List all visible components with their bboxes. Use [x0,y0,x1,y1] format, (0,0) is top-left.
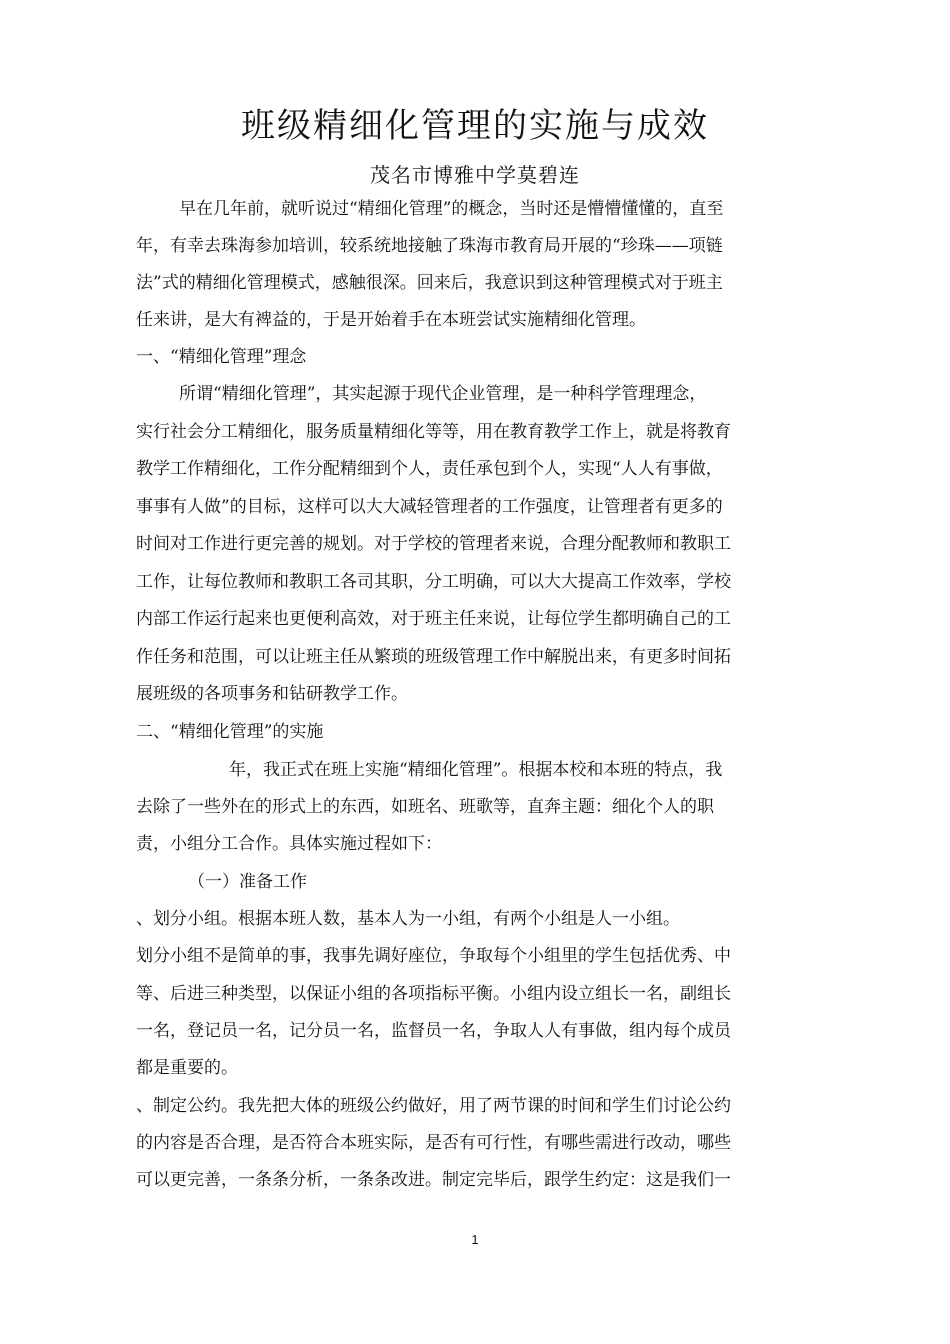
body-line: 都是重要的。 [136,1058,238,1078]
body-line: 时间对工作进行更完善的规划。对于学校的管理者来说，合理分配教师和教职工 [136,534,731,554]
subsection-heading: （一）准备工作 [188,872,307,892]
body-line: 等、后进三种类型，以保证小组的各项指标平衡。小组内设立组长一名，副组长 [136,984,731,1004]
body-line: 展班级的各项事务和钻研教学工作。 [136,684,408,704]
body-line: 任来讲，是大有裨益的，于是开始着手在本班尝试实施精细化管理。 [136,310,646,330]
body-line: 责，小组分工合作。具体实施过程如下： [136,834,442,854]
body-line: 早在几年前，就听说过“精细化管理”的概念，当时还是懵懵懂懂的，直至 [179,199,724,219]
body-line: 可以更完善，一条条分析，一条条改进。制定完毕后，跟学生约定：这是我们一 [136,1170,731,1190]
body-line: 事事有人做”的目标，这样可以大大减轻管理者的工作强度，让管理者有更多的 [136,497,723,517]
body-line: 内部工作运行起来也更便利高效，对于班主任来说，让每位学生都明确自己的工 [136,609,731,629]
body-line: 所谓“精细化管理”，其实起源于现代企业管理，是一种科学管理理念， [179,384,707,404]
body-line: 作任务和范围，可以让班主任从繁琐的班级管理工作中解脱出来，有更多时间拓 [136,647,731,667]
body-line: 年，我正式在班上实施“精细化管理”。根据本校和本班的特点，我 [229,760,723,780]
body-line: 实行社会分工精细化，服务质量精细化等等，用在教育教学工作上，就是将教育 [136,422,731,442]
body-line: 一名，登记员一名，记分员一名，监督员一名，争取人人有事做，组内每个成员 [136,1021,731,1041]
body-line: 划分小组不是简单的事，我事先调好座位，争取每个小组里的学生包括优秀、中 [136,946,731,966]
body-line: 工作，让每位教师和教职工各司其职，分工明确，可以大大提高工作效率，学校 [136,572,731,592]
section-heading: 一、“精细化管理”理念 [136,347,307,367]
body-line: 、划分小组。根据本班人数，基本人为一小组，有两个小组是人一小组。 [136,909,680,929]
author-line: 茂名市博雅中学莫碧连 [370,163,580,187]
body-line: 年，有幸去珠海参加培训，较系统地接触了珠海市教育局开展的“珍珠——项链 [136,236,723,256]
body-line: 教学工作精细化，工作分配精细到个人，责任承包到个人，实现“人人有事做， [136,459,723,479]
body-line: 、制定公约。我先把大体的班级公约做好，用了两节课的时间和学生们讨论公约 [136,1096,731,1116]
section-heading: 二、“精细化管理”的实施 [136,722,324,742]
page-number: 1 [471,1232,479,1247]
body-line: 的内容是否合理，是否符合本班实际，是否有可行性，有哪些需进行改动，哪些 [136,1133,731,1153]
body-line: 法”式的精细化管理模式，感触很深。回来后，我意识到这种管理模式对于班主 [136,273,723,293]
body-line: 去除了一些外在的形式上的东西，如班名、班歌等，直奔主题：细化个人的职 [136,797,714,817]
document-title: 班级精细化管理的实施与成效 [241,106,709,146]
